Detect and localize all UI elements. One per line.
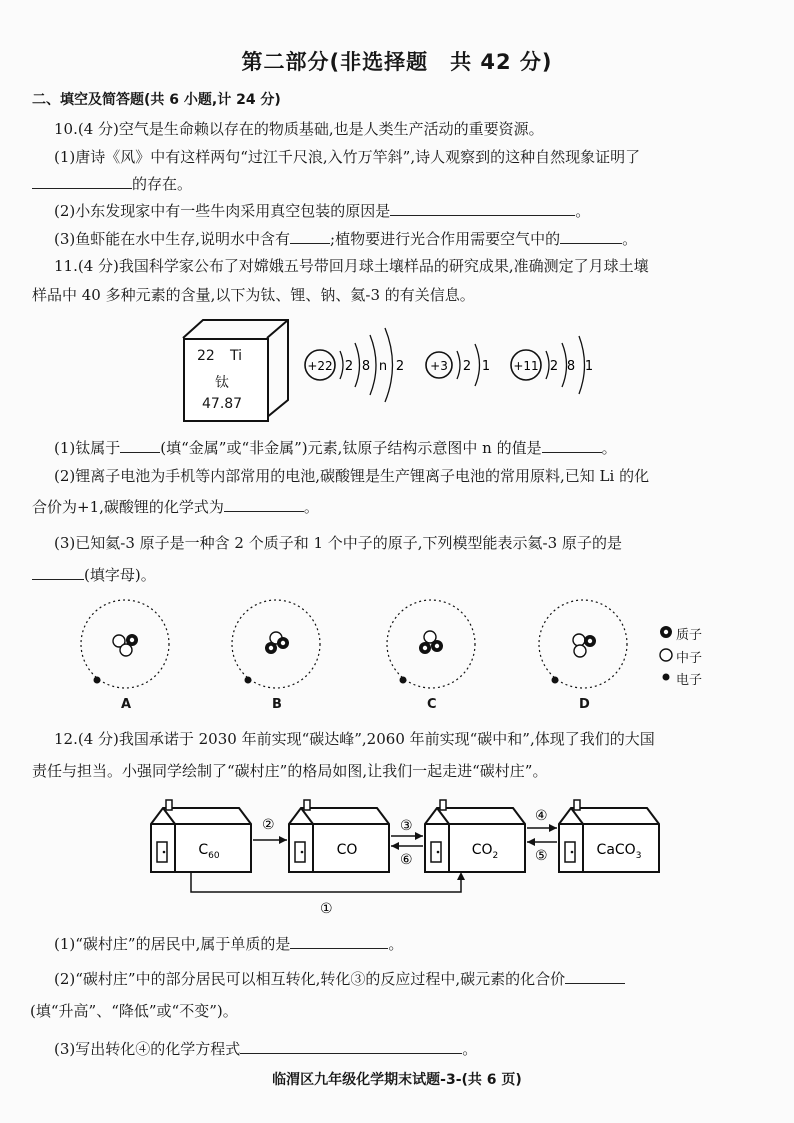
element-card-titanium bbox=[183, 338, 269, 422]
q10-part3-suffix: 。 bbox=[622, 230, 638, 248]
q10-part3-blank1[interactable] bbox=[290, 230, 330, 244]
helium-models bbox=[70, 598, 720, 704]
q12-part2-blank[interactable] bbox=[565, 970, 625, 984]
q11-part3-suffix: (填字母)。 bbox=[84, 566, 156, 584]
sodium-atom-diagram bbox=[511, 336, 593, 394]
q12-part1-blank[interactable] bbox=[290, 935, 388, 949]
svg-text:2: 2 bbox=[344, 359, 354, 374]
svg-text:C60: $C_{60}$ bbox=[198, 842, 220, 861]
model-b bbox=[232, 600, 320, 688]
arrow-label-1: ① bbox=[320, 901, 333, 917]
q12-part2-text: (2)“碳村庄”中的部分居民可以相互转化,转化③的反应过程中,碳元素的化合价 bbox=[54, 970, 566, 988]
q10-stem: 10.(4 分)空气是生命赖以存在的物质基础,也是人类生产活动的重要资源。 bbox=[54, 120, 544, 138]
section-heading: 二、填空及简答题(共 6 小题,计 24 分) bbox=[32, 92, 281, 108]
q10-part2-blank[interactable] bbox=[390, 202, 575, 216]
q11-part3-line1: (3)已知氦-3 原子是一种含 2 个质子和 1 个中子的原子,下列模型能表示氦-3 原子的是 bbox=[54, 534, 622, 552]
page-footer: 临渭区九年级化学期末试题-3-(共 6 页) bbox=[272, 1072, 522, 1088]
house-co bbox=[289, 800, 389, 872]
q11-part2-line2 bbox=[32, 496, 319, 517]
ti-nucleus: +22 bbox=[307, 359, 333, 373]
svg-text:2: 2 bbox=[462, 359, 472, 374]
house-caco3 bbox=[559, 800, 659, 872]
q10-part2-suffix: 。 bbox=[575, 202, 591, 220]
q10-part3 bbox=[54, 228, 637, 249]
q11-part2-suffix: 。 bbox=[303, 498, 319, 516]
carbon-village-diagram bbox=[145, 792, 665, 920]
svg-text:+11: +11 bbox=[513, 359, 539, 373]
q10-part1-suffix: 的存在。 bbox=[132, 175, 193, 193]
q12-part3-text: (3)写出转化④的化学方程式 bbox=[54, 1040, 241, 1058]
option-c-label: C bbox=[427, 697, 437, 712]
svg-text:CO2: $CO_2$ bbox=[471, 842, 499, 861]
svg-text:n: n bbox=[378, 359, 388, 374]
q10-part3-text: (3)鱼虾能在水中生存,说明水中含有 bbox=[54, 230, 291, 248]
svg-text:2: 2 bbox=[395, 359, 405, 374]
q12-part2-line2: (填“升高”、“降低”或“不变”)。 bbox=[30, 1002, 238, 1020]
svg-text:8: 8 bbox=[361, 359, 371, 374]
arrow-label-4: ④ bbox=[535, 808, 548, 824]
q10-part3-text2: ;植物要进行光合作用需要空气中的 bbox=[330, 230, 561, 248]
q12-part1 bbox=[54, 933, 403, 954]
atom-structure-diagrams bbox=[300, 318, 620, 413]
q10-part2-text: (2)小东发现家中有一些牛肉采用真空包装的原因是 bbox=[54, 202, 391, 220]
q10-part1-line2 bbox=[32, 173, 192, 194]
q11-part1-text2: (填“金属”或“非金属”)元素,钛原子结构示意图中 n 的值是 bbox=[160, 439, 542, 457]
arrow-label-2: ② bbox=[262, 817, 275, 833]
option-d-label: D bbox=[579, 697, 590, 712]
q11-part1 bbox=[54, 437, 617, 458]
q12-part1-text: (1)“碳村庄”的居民中,属于单质的是 bbox=[54, 935, 291, 953]
q11-stem-line2: 样品中 40 多种元素的含量,以下为钛、锂、钠、氦-3 的有关信息。 bbox=[32, 286, 475, 304]
q11-part2-blank[interactable] bbox=[224, 498, 304, 512]
svg-text:8: 8 bbox=[566, 359, 576, 374]
arrow-label-5: ⑤ bbox=[535, 848, 548, 864]
q12-part3-suffix: 。 bbox=[462, 1040, 478, 1058]
q12-part3 bbox=[54, 1038, 477, 1059]
option-b-label: B bbox=[272, 697, 282, 712]
svg-text:CO: CO bbox=[336, 842, 358, 858]
q11-part3-blank[interactable] bbox=[32, 566, 84, 580]
svg-text:+3: +3 bbox=[430, 359, 448, 373]
titanium-atom-diagram bbox=[305, 328, 404, 402]
q12-part1-suffix: 。 bbox=[388, 935, 404, 953]
model-a bbox=[81, 600, 169, 688]
legend-neutron: 中子 bbox=[676, 651, 703, 666]
option-a-label: A bbox=[121, 697, 132, 712]
q12-part2-line1 bbox=[54, 968, 625, 989]
page-title: 第二部分(非选择题 共 42 分) bbox=[241, 50, 553, 74]
q11-part1-blank1[interactable] bbox=[120, 439, 160, 453]
svg-text:1: 1 bbox=[481, 359, 491, 374]
svg-text:2: 2 bbox=[549, 359, 559, 374]
q11-part2-text: 合价为+1,碳酸锂的化学式为 bbox=[32, 498, 224, 516]
q10-part3-blank2[interactable] bbox=[560, 230, 622, 244]
svg-text:1: 1 bbox=[584, 359, 594, 374]
atomic-mass: 47.87 bbox=[202, 396, 243, 412]
q11-stem-line1: 11.(4 分)我国科学家公布了对嫦娥五号带回月球土壤样品的研究成果,准确测定了月球土壤 bbox=[54, 257, 649, 275]
q10-part2 bbox=[54, 200, 590, 221]
q11-part1-blank2[interactable] bbox=[542, 439, 602, 453]
arrow-label-6: ⑥ bbox=[400, 852, 413, 868]
q10-part1-text: (1)唐诗《风》中有这样两句“过江千尺浪,入竹万竿斜”,诗人观察到的这种自然现象证明了 bbox=[54, 148, 641, 166]
svg-text:CaCO3: CaCO$_3$ bbox=[596, 842, 642, 861]
element-name: 钛 bbox=[215, 375, 229, 391]
element-symbol: Ti bbox=[230, 348, 243, 364]
q11-part1-suffix: 。 bbox=[601, 439, 617, 457]
q11-part2-line1: (2)锂离子电池为手机等内部常用的电池,碳酸锂是生产锂离子电池的常用原料,已知 Li 的化 bbox=[54, 467, 650, 485]
model-d bbox=[539, 600, 627, 688]
q12-stem-line2: 责任与担当。小强同学绘制了“碳村庄”的格局如图,让我们一起走进“碳村庄”。 bbox=[32, 762, 548, 780]
atomic-number: 22 bbox=[197, 348, 215, 364]
q11-part1-text: (1)钛属于 bbox=[54, 439, 121, 457]
house-c60 bbox=[151, 800, 251, 872]
lithium-atom-diagram bbox=[426, 344, 490, 386]
model-c bbox=[387, 600, 475, 688]
q12-stem-line1: 12.(4 分)我国承诺于 2030 年前实现“碳达峰”,2060 年前实现“碳中和”,体现了我们的大国 bbox=[54, 730, 655, 748]
q11-part3-line2 bbox=[32, 564, 156, 585]
q12-part3-blank[interactable] bbox=[240, 1040, 462, 1054]
q10-part1-blank[interactable] bbox=[32, 175, 132, 189]
legend-electron: 电子 bbox=[676, 673, 703, 688]
house-co2 bbox=[425, 800, 525, 872]
legend-proton: 质子 bbox=[676, 628, 703, 643]
arrow-label-3: ③ bbox=[400, 818, 413, 834]
